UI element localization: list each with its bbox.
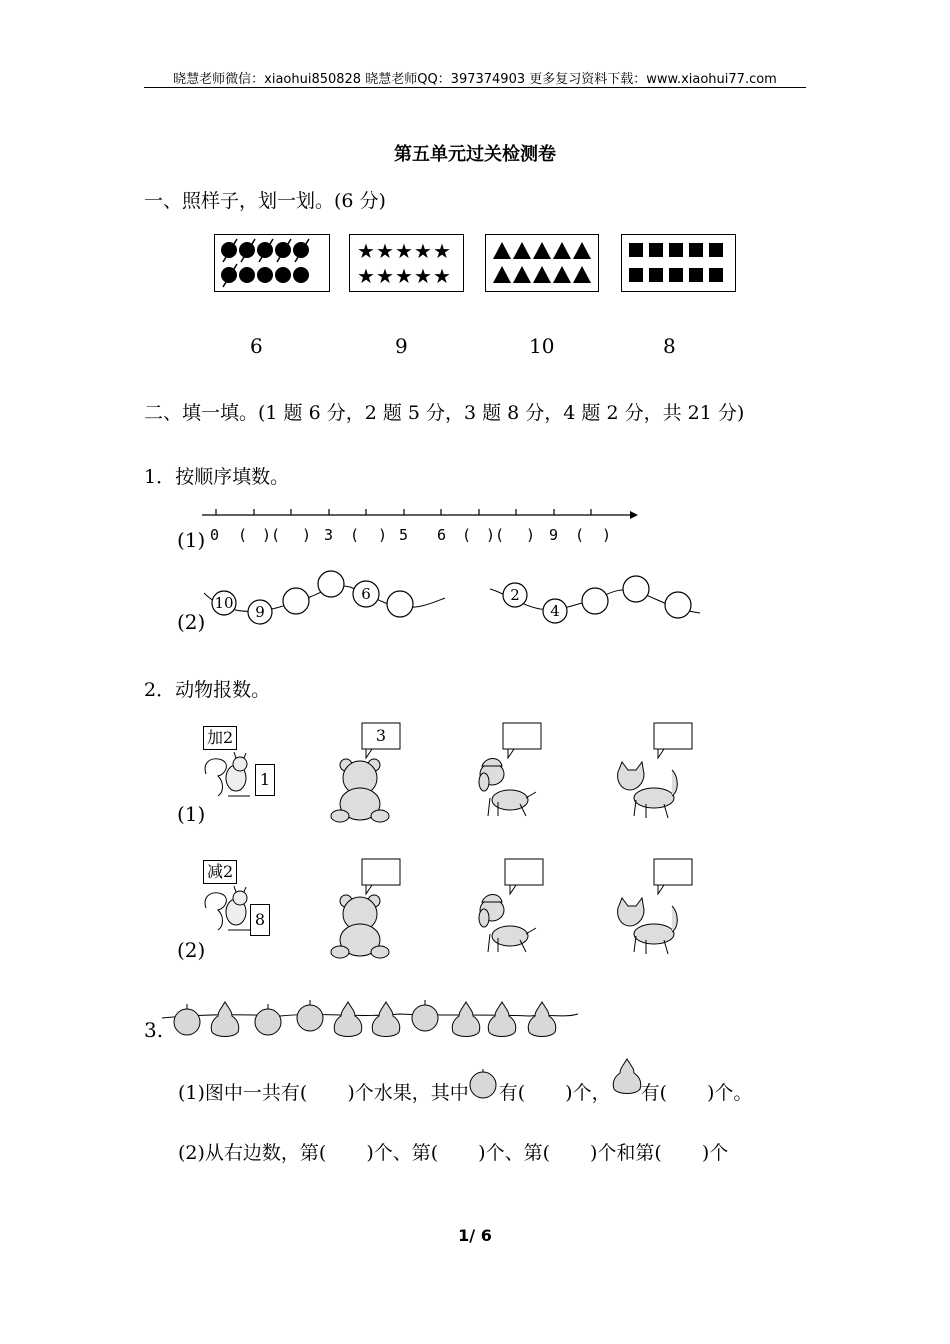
count-label-triangles: 10 [529,334,555,358]
svg-text:★: ★ [414,264,432,288]
circles-drawing [215,235,329,291]
rule-box-add: 加2 [203,726,237,750]
cat-with-bubble-row1 [612,720,698,824]
bead-right-2: 4 [550,602,560,620]
svg-text:★: ★ [433,239,451,263]
number-line-label-2: )( [262,526,281,544]
section2-heading: 二、填一填。(1 题 6 分，2 题 5 分，3 题 8 分，4 题 2 分，共 21 分) [144,402,745,424]
q1-part1-marker: (1) [177,528,206,552]
number-line-label-5: ( [350,526,360,544]
q1-part2-marker: (2) [177,610,206,634]
cat-with-bubble-row2 [612,856,698,960]
number-line-label-0: 0 [210,526,220,544]
svg-text:★: ★ [395,264,413,288]
circles-box [214,234,330,292]
q3-line1-part-f: )个。 [707,1082,753,1104]
count-label-circles: 6 [250,334,263,358]
triangles-box [485,234,599,292]
dog-with-bubble-row2 [470,856,550,960]
bead-chains [200,565,710,635]
q3-line2-part-d: )个和第( [589,1142,662,1164]
header-rule [144,87,806,88]
number-line-label-3: ) [302,526,312,544]
q3-line1-part-a: (1)图中一共有( [178,1082,308,1104]
fruit-string [160,994,580,1044]
apple-icon [469,1079,499,1099]
triangles-drawing [486,235,598,291]
stars-box [349,234,464,292]
svg-text:★: ★ [376,264,394,288]
rule-box-subtract: 减2 [203,860,237,884]
page-title: 第五单元过关检测卷 [394,144,556,165]
q2-part2-marker: (2) [177,938,206,962]
svg-text:★: ★ [357,264,375,288]
bead-left-2: 9 [255,603,265,621]
number-line-label-11: ) [526,526,536,544]
number-line-label-13: ( [575,526,585,544]
bead-left-1: 10 [214,594,234,612]
page-number: 1/ 6 [458,1226,492,1245]
squirrel-icon [200,752,256,804]
q3-line1-part-d: )个， [565,1082,611,1104]
q3-line1-part-e: 有( [640,1082,668,1104]
number-line-label-12: 9 [549,526,559,544]
q1-title: 1．按顺序填数。 [144,466,290,488]
bead-left-5: 6 [361,585,371,603]
number-line-label-8: 6 [437,526,447,544]
number-line-label-7: 5 [399,526,409,544]
section1-heading: 一、照样子，划一划。(6 分) [144,190,386,212]
svg-text:★: ★ [395,239,413,263]
q3-line2-part-a: (2)从右边数，第( [178,1142,327,1164]
count-label-stars: 9 [395,334,408,358]
number-line [200,505,640,525]
number-line-label-14: ) [602,526,612,544]
squares-box [621,234,736,292]
dog-with-bubble-row1 [470,720,550,824]
number-line-label-1: ( [238,526,248,544]
q3-line1-part-b: )个水果，其中 [347,1082,469,1104]
q3-line2-part-e: )个 [701,1142,729,1164]
start-number-box-add: 1 [255,764,275,796]
bead-right-1: 2 [510,586,520,604]
q2-part1-marker: (1) [177,802,206,826]
svg-text:★: ★ [414,239,432,263]
squares-drawing [622,235,735,291]
bear-answer-row1: 3 [375,726,387,745]
q3-marker: 3. [144,1018,164,1042]
svg-text:★: ★ [433,264,451,288]
page-header: 晓慧老师微信：xiaohui850828 晓慧老师QQ：397374903 更多复习资料下载：www.xiaohui77.com [173,72,777,87]
number-line-label-10: )( [486,526,505,544]
q3-line2 [178,1138,728,1165]
svg-text:★: ★ [357,239,375,263]
q3-line1-part-c: 有( [498,1082,526,1104]
q3-line2-part-c: )个、第( [478,1142,550,1164]
stars-drawing [350,235,463,291]
pear-icon [611,1079,641,1099]
q2-title: 2．动物报数。 [144,679,271,701]
q3-line2-part-b: )个、第( [366,1142,439,1164]
number-line-label-4: 3 [324,526,334,544]
svg-text:★: ★ [376,239,394,263]
number-line-label-6: ) [378,526,388,544]
squirrel-icon [200,886,256,938]
bear-with-bubble-row2 [326,856,406,960]
count-label-squares: 8 [663,334,676,358]
q3-line1 [178,1078,752,1105]
start-number-box-subtract: 8 [250,904,270,936]
number-line-label-9: ( [462,526,472,544]
